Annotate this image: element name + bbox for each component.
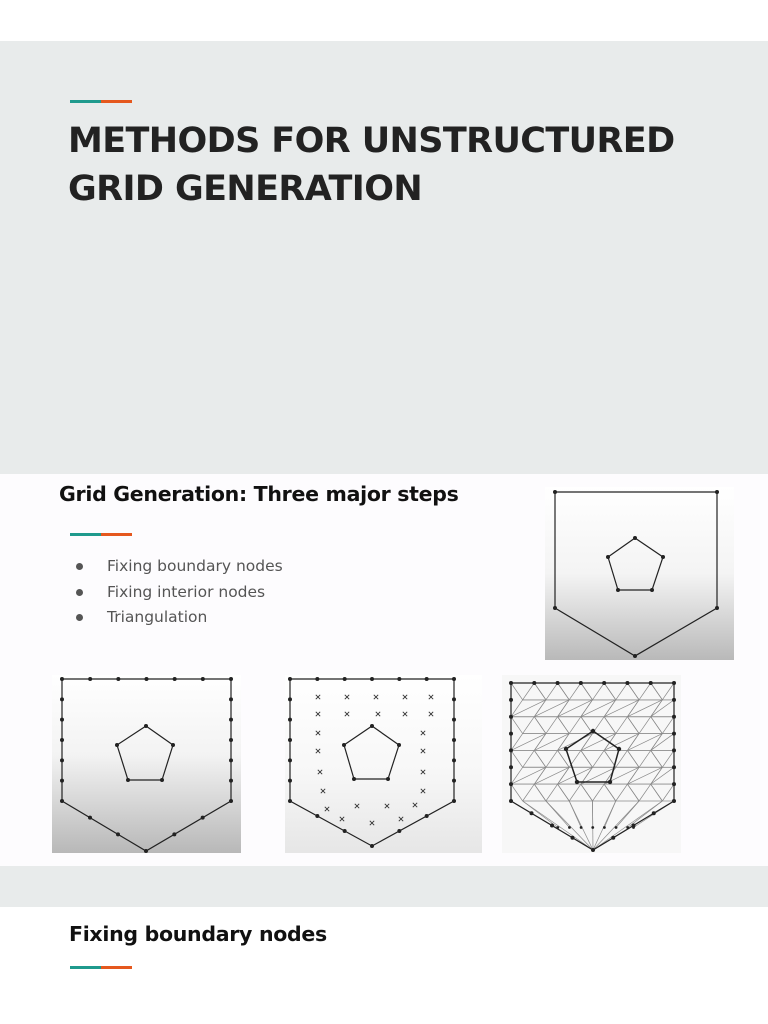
grid-node: [550, 824, 554, 828]
grid-node: [591, 826, 594, 829]
list-item: [76, 605, 283, 631]
grid-node: [672, 765, 676, 769]
interior-nodes-image: [285, 675, 482, 853]
slide-separator: [0, 866, 768, 907]
grid-node: [229, 738, 233, 742]
grid-node: [201, 816, 205, 820]
grid-node: [632, 824, 636, 828]
grid-node: [672, 782, 676, 786]
grid-node: [315, 677, 319, 681]
boundary-nodes-figure: [52, 675, 241, 853]
list-item-text: Triangulation: [107, 608, 208, 626]
grid-node: [397, 743, 401, 747]
grid-node: [564, 747, 568, 751]
list-item-text: Fixing boundary nodes: [107, 557, 283, 575]
grid-node: [60, 779, 64, 783]
triangulation-image: [502, 675, 681, 853]
grid-node: [145, 677, 149, 681]
grid-node: [116, 832, 120, 836]
grid-node: [575, 780, 579, 784]
next-slide-heading: Fixing boundary nodes: [69, 922, 327, 946]
grid-node: [672, 681, 676, 685]
grid-node: [591, 848, 595, 852]
grid-node: [425, 814, 429, 818]
grid-node: [370, 844, 374, 848]
grid-node: [342, 743, 346, 747]
slide-title: [68, 117, 748, 213]
grid-node: [626, 826, 629, 829]
grid-node: [509, 681, 513, 685]
grid-node: [229, 758, 233, 762]
grid-node: [452, 799, 456, 803]
grid-node: [60, 677, 64, 681]
title-slide: [0, 41, 768, 474]
grid-node: [60, 738, 64, 742]
grid-node: [568, 826, 571, 829]
steps-list: [76, 554, 283, 631]
grid-node: [126, 778, 130, 782]
interior-nodes-figure: [285, 675, 482, 853]
grid-node: [611, 836, 615, 840]
grid-node: [615, 826, 618, 829]
accent-teal: [70, 966, 101, 969]
grid-node: [386, 777, 390, 781]
grid-node: [591, 729, 595, 733]
grid-node: [672, 698, 676, 702]
grid-node: [397, 829, 401, 833]
grid-node: [556, 826, 559, 829]
grid-node: [288, 799, 292, 803]
grid-node: [652, 811, 656, 815]
grid-node: [672, 748, 676, 752]
grid-node: [425, 677, 429, 681]
grid-node: [144, 849, 148, 853]
grid-node: [509, 732, 513, 736]
boundary-outline-figure: [545, 487, 734, 660]
accent-teal: [70, 100, 101, 103]
grid-node: [288, 677, 292, 681]
list-item: [76, 580, 283, 606]
grid-node: [370, 724, 374, 728]
grid-node: [229, 779, 233, 783]
accent-orange: [101, 533, 132, 536]
grid-node: [617, 747, 621, 751]
grid-node: [60, 697, 64, 701]
grid-node: [60, 758, 64, 762]
grid-node: [509, 799, 513, 803]
grid-node: [579, 681, 583, 685]
grid-node: [509, 748, 513, 752]
grid-node: [530, 811, 534, 815]
grid-node: [88, 816, 92, 820]
boundary-nodes-image: [52, 675, 241, 853]
boundary-outline-image: [545, 487, 734, 660]
slide-title-line-2: GRID GENERATION: [68, 169, 423, 209]
content-slide: [0, 474, 768, 866]
grid-node: [452, 718, 456, 722]
grid-node: [172, 832, 176, 836]
grid-node: [201, 677, 205, 681]
bullet-dot: [76, 563, 83, 570]
grid-node: [603, 826, 606, 829]
bullet-dot: [76, 614, 83, 621]
grid-node: [229, 677, 233, 681]
grid-node: [672, 799, 676, 803]
grid-node: [288, 758, 292, 762]
grid-node: [60, 799, 64, 803]
grid-node: [343, 829, 347, 833]
accent-bar: [70, 100, 132, 103]
grid-node: [509, 698, 513, 702]
grid-node: [160, 778, 164, 782]
grid-node: [171, 743, 175, 747]
next-slide: [0, 907, 768, 1024]
grid-node: [532, 681, 536, 685]
grid-node: [672, 715, 676, 719]
grid-node: [556, 681, 560, 685]
grid-node: [580, 826, 583, 829]
grid-node: [288, 738, 292, 742]
grid-node: [144, 724, 148, 728]
grid-node: [229, 697, 233, 701]
grid-node: [115, 743, 119, 747]
grid-node: [370, 677, 374, 681]
grid-node: [116, 677, 120, 681]
list-item: [76, 554, 283, 580]
grid-node: [452, 697, 456, 701]
grid-node: [343, 677, 347, 681]
grid-node: [315, 814, 319, 818]
grid-node: [452, 758, 456, 762]
grid-node: [229, 718, 233, 722]
accent-orange: [101, 966, 132, 969]
grid-node: [173, 677, 177, 681]
slide-title-line-1: METHODS FOR UNSTRUCTURED: [68, 121, 675, 161]
grid-node: [60, 718, 64, 722]
grid-node: [352, 777, 356, 781]
triangulation-figure: [502, 675, 681, 853]
grid-node: [571, 836, 575, 840]
grid-node: [397, 677, 401, 681]
grid-node: [602, 681, 606, 685]
steps-heading: Grid Generation: Three major steps: [59, 482, 459, 506]
accent-bar: [70, 533, 132, 536]
grid-node: [288, 718, 292, 722]
grid-node: [625, 681, 629, 685]
grid-node: [509, 782, 513, 786]
list-item-text: Fixing interior nodes: [107, 582, 266, 601]
accent-bar: [70, 966, 132, 969]
grid-node: [509, 715, 513, 719]
accent-orange: [101, 100, 132, 103]
grid-node: [229, 799, 233, 803]
grid-node: [608, 780, 612, 784]
grid-node: [288, 779, 292, 783]
grid-node: [88, 677, 92, 681]
grid-node: [288, 697, 292, 701]
grid-node: [649, 681, 653, 685]
grid-node: [509, 765, 513, 769]
grid-node: [452, 738, 456, 742]
bullet-dot: [76, 589, 83, 596]
grid-node: [452, 779, 456, 783]
grid-node: [452, 677, 456, 681]
accent-teal: [70, 533, 101, 536]
grid-node: [672, 732, 676, 736]
